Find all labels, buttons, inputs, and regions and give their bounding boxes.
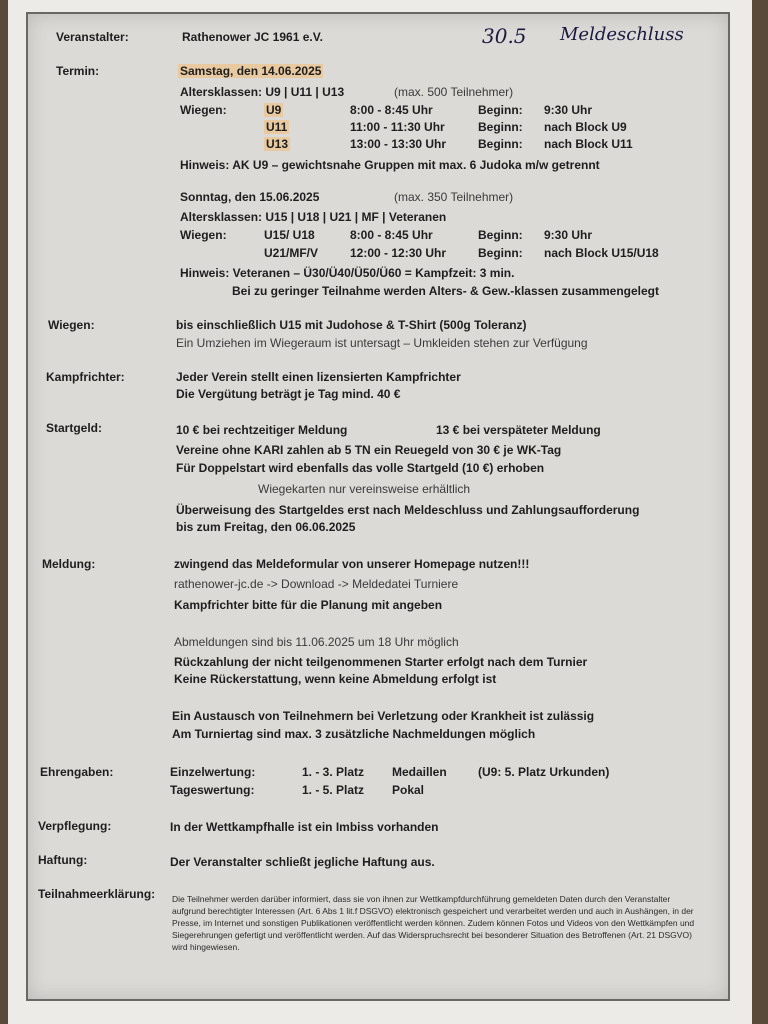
- wiegen-line-1: bis einschließlich U15 mit Judohose & T-Shirt (500g Toleranz): [176, 318, 527, 332]
- sat-row-3-class: U13: [266, 137, 289, 151]
- sun-row-2-start: nach Block U15/U18: [544, 246, 659, 260]
- startgeld-line-4: Wiegekarten nur vereinsweise erhältlich: [258, 482, 471, 496]
- startgeld-line-2: Vereine ohne KARI zahlen ab 5 TN ein Reuegeld von 30 € je WK-Tag: [176, 443, 562, 457]
- startgeld-early: 10 € bei rechtzeitiger Meldung: [176, 423, 348, 437]
- ehrengaben-r1-c: Medaillen: [392, 765, 447, 779]
- startgeld-line-6: bis zum Freitag, den 06.06.2025: [176, 520, 356, 534]
- sunday-hint-1: Hinweis: Veteranen – Ü30/Ü40/Ü50/Ü60 = Kampfzeit: 3 min.: [180, 266, 515, 280]
- wiegen-line-2: Ein Umziehen im Wiegeraum ist untersagt – Umkleiden stehen zur Verfügung: [176, 336, 588, 350]
- sat-row-1-time: 8:00 - 8:45 Uhr: [350, 103, 433, 117]
- teilnahme-label: Teilnahmeerklärung:: [38, 887, 156, 901]
- sunday-ages: Altersklassen: U15 | U18 | U21 | MF | Veteranen: [180, 210, 447, 224]
- sat-row-2-start: nach Block U9: [544, 120, 627, 134]
- startgeld-line-3: Für Doppelstart wird ebenfalls das volle Startgeld (10 €) erhoben: [176, 461, 545, 475]
- sat-row-3-start: nach Block U11: [544, 137, 633, 151]
- verpflegung-value: In der Wettkampfhalle ist ein Imbiss vorhanden: [170, 820, 439, 834]
- sun-row-1-start: 9:30 Uhr: [544, 228, 593, 242]
- saturday-max: (max. 500 Teilnehmer): [394, 85, 514, 99]
- teilnahme-text: Die Teilnehmer werden darüber informiert, dass sie von ihnen zur Wettkampfdurchführung gemeldeten Daten durch den Veranstalter aufgrund berechtigter Interessen (Art. 6 Abs 1 lit.f DSGVO) elektronisch gespeichert und verarbeitet werden und auch in Aushängen, in der Presse, im Internet und sonstigen Publikationen veröffentlicht werden können. Zudem können Fotos und Videos von den Wettkämpfen und Siegerehrungen gefertigt und veröffentlicht werden. Auf das Widerspruchsrecht bei besonderer Situation des Betroffenen (Art. 21 DSGVO) wird hingewiesen.: [172, 894, 695, 952]
- saturday-wiegen-label: Wiegen:: [180, 103, 227, 117]
- sat-row-1-class: U9: [266, 103, 282, 117]
- sat-row-2-time: 11:00 - 11:30 Uhr: [350, 120, 445, 134]
- meldung-line-6: Keine Rückerstattung, wenn keine Abmeldung erfolgt ist: [174, 672, 497, 686]
- veranstalter-label: Veranstalter:: [56, 30, 129, 44]
- sun-row-1-class: U15/ U18: [264, 228, 315, 242]
- sunday-max: (max. 350 Teilnehmer): [394, 190, 514, 204]
- sat-row-2-class: U11: [266, 120, 288, 134]
- meldung-line-7: Ein Austausch von Teilnehmern bei Verletzung oder Krankheit ist zulässig: [172, 709, 595, 723]
- handwritten-date: 30.5: [482, 24, 527, 48]
- sun-row-1-time: 8:00 - 8:45 Uhr: [350, 228, 433, 242]
- ehrengaben-r2-c: Pokal: [392, 783, 425, 797]
- sun-row-2-time: 12:00 - 12:30 Uhr: [350, 246, 447, 260]
- verpflegung-label: Verpflegung:: [38, 819, 112, 833]
- meldung-line-2: rathenower-jc.de -> Download -> Meldedatei Turniere: [174, 577, 459, 591]
- veranstalter-value: Rathenower JC 1961 e.V.: [182, 30, 323, 44]
- ehrengaben-r1-b: 1. - 3. Platz: [302, 765, 365, 779]
- sun-row-2-begin: Beginn:: [478, 246, 523, 260]
- handwritten-note: Meldeschluss: [560, 24, 684, 45]
- saturday-ages: Altersklassen: U9 | U11 | U13: [180, 85, 345, 99]
- wiegen-label: Wiegen:: [48, 318, 95, 332]
- sun-row-1-begin: Beginn:: [478, 228, 523, 242]
- sunday-date: Sonntag, den 15.06.2025: [180, 190, 320, 204]
- ehrengaben-label: Ehrengaben:: [40, 765, 114, 779]
- startgeld-line-5: Überweisung des Startgeldes erst nach Meldeschluss und Zahlungsaufforderung: [176, 503, 640, 517]
- meldung-line-8: Am Turniertag sind max. 3 zusätzliche Nachmeldungen möglich: [172, 727, 536, 741]
- haftung-label: Haftung:: [38, 853, 88, 867]
- ehrengaben-r2-b: 1. - 5. Platz: [302, 783, 365, 797]
- meldung-line-3: Kampfrichter bitte für die Planung mit angeben: [174, 598, 443, 612]
- sat-row-3-time: 13:00 - 13:30 Uhr: [350, 137, 447, 151]
- ehrengaben-r2-a: Tageswertung:: [170, 783, 255, 797]
- meldung-line-4: Abmeldungen sind bis 11.06.2025 um 18 Uhr möglich: [174, 635, 459, 649]
- sunday-hint-2: Bei zu geringer Teilnahme werden Alters- & Gew.-klassen zusammengelegt: [232, 284, 660, 298]
- kampfrichter-label: Kampfrichter:: [46, 370, 125, 384]
- meldung-line-1: zwingend das Meldeformular von unserer Homepage nutzen!!!: [174, 557, 530, 571]
- kampfrichter-line-1: Jeder Verein stellt einen lizensierten Kampfrichter: [176, 370, 461, 384]
- haftung-value: Der Veranstalter schließt jegliche Haftung aus.: [170, 855, 435, 869]
- meldung-label: Meldung:: [42, 557, 96, 571]
- sat-row-1-start: 9:30 Uhr: [544, 103, 593, 117]
- sat-row-1-begin: Beginn:: [478, 103, 523, 117]
- kampfrichter-line-2: Die Vergütung beträgt je Tag mind. 40 €: [176, 387, 401, 401]
- ehrengaben-r1-d: (U9: 5. Platz Urkunden): [478, 765, 610, 779]
- startgeld-late: 13 € bei verspäteter Meldung: [436, 423, 601, 437]
- startgeld-label: Startgeld:: [46, 421, 103, 435]
- ehrengaben-r1-a: Einzelwertung:: [170, 765, 256, 779]
- sun-row-2-class: U21/MF/V: [264, 246, 319, 260]
- sat-row-2-begin: Beginn:: [478, 120, 523, 134]
- saturday-hint: Hinweis: AK U9 – gewichtsnahe Gruppen mit max. 6 Judoka m/w getrennt: [180, 158, 600, 172]
- termin-label: Termin:: [56, 64, 100, 78]
- saturday-date: Samstag, den 14.06.2025: [180, 64, 322, 78]
- sat-row-3-begin: Beginn:: [478, 137, 523, 151]
- meldung-line-5: Rückzahlung der nicht teilgenommenen Starter erfolgt nach dem Turnier: [174, 655, 588, 669]
- sunday-wiegen-label: Wiegen:: [180, 228, 227, 242]
